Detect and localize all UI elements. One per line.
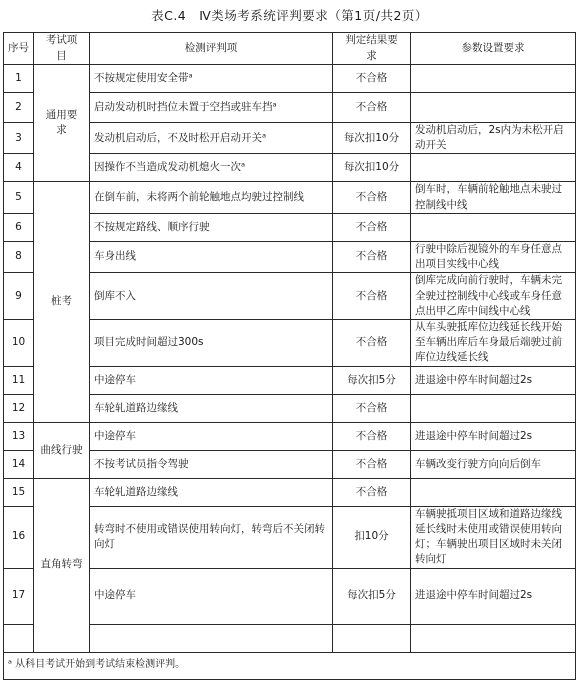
table-row <box>4 366 576 394</box>
footnote: ᵃ 从科目考试开始到考试结束检测评判。 <box>4 652 576 679</box>
row-no <box>4 624 34 652</box>
row-no: 16 <box>4 506 34 568</box>
row-result: 不合格 <box>333 65 411 93</box>
row-param <box>411 65 576 93</box>
row-check: 中途停车 <box>90 366 333 394</box>
table-row <box>4 154 576 182</box>
row-param <box>411 213 576 241</box>
row-check: 启动发动机时挡位未置于空挡或驻车挡ᵃ <box>90 93 333 123</box>
table-row <box>4 422 576 450</box>
table-row <box>4 123 576 154</box>
table-row <box>4 93 576 123</box>
row-no: 6 <box>4 213 34 241</box>
row-check: 中途停车 <box>90 568 333 624</box>
row-result: 不合格 <box>333 319 411 366</box>
row-check: 倒库不入 <box>90 273 333 320</box>
row-param <box>411 478 576 506</box>
row-check: 车身出线 <box>90 241 333 272</box>
row-check: 因操作不当造成发动机熄火一次ᵃ <box>90 154 333 182</box>
row-param: 行驶中除后视镜外的车身任意点出项目实线中心线 <box>411 241 576 272</box>
row-no: 5 <box>4 182 34 213</box>
table-row <box>4 568 576 624</box>
row-param: 倒库完成向前行驶时，车辆未完全驶过控制线中心线或车身任意点出甲乙库中间线中心线 <box>411 273 576 320</box>
row-result: 不合格 <box>333 273 411 320</box>
header-no: 序号 <box>4 33 34 65</box>
row-param <box>411 93 576 123</box>
row-result: 不合格 <box>333 182 411 213</box>
footnote-row <box>4 652 576 679</box>
row-check: 不按规定使用安全带ᵃ <box>90 65 333 93</box>
row-no: 11 <box>4 366 34 394</box>
row-check: 车轮轧道路边缘线 <box>90 394 333 422</box>
header-result: 判定结果要求 <box>333 33 411 65</box>
table-row <box>4 182 576 213</box>
row-check: 发动机启动后，不及时松开启动开关ᵃ <box>90 123 333 154</box>
table-title: 表C.4 Ⅳ类场考系统评判要求（第1页/共2页） <box>151 8 428 23</box>
header-item: 考试项目 <box>34 33 90 65</box>
row-param <box>411 394 576 422</box>
row-no: 13 <box>4 422 34 450</box>
row-result: 不合格 <box>333 422 411 450</box>
row-param: 倒车时，车辆前轮触地点未驶过控制线中线 <box>411 182 576 213</box>
table-row <box>4 450 576 478</box>
row-no: 1 <box>4 65 34 93</box>
row-param: 进退途中停车时间超过2s <box>411 422 576 450</box>
table-row <box>4 65 576 93</box>
row-result: 不合格 <box>333 450 411 478</box>
row-result: 不合格 <box>333 241 411 272</box>
group-right-angle <box>34 478 90 652</box>
row-result: 扣10分 <box>333 506 411 568</box>
row-param: 进退途中停车时间超过2s <box>411 568 576 624</box>
group-label: 直角转弯 <box>40 558 83 571</box>
group-pile <box>34 182 90 422</box>
row-check: 项目完成时间超过300s <box>90 319 333 366</box>
row-result: 不合格 <box>333 93 411 123</box>
row-result: 不合格 <box>333 394 411 422</box>
row-check: 中途停车 <box>90 422 333 450</box>
row-param <box>411 624 576 652</box>
row-result: 每次扣10分 <box>333 123 411 154</box>
row-no: 17 <box>4 568 34 624</box>
evaluation-requirements-table <box>3 32 576 680</box>
row-result <box>333 624 411 652</box>
row-param <box>411 154 576 182</box>
row-check: 转弯时不使用或错误使用转向灯，转弯后不关闭转向灯 <box>90 506 333 568</box>
group-general <box>34 65 90 182</box>
row-no: 8 <box>4 241 34 272</box>
row-result: 每次扣10分 <box>333 154 411 182</box>
table-row <box>4 394 576 422</box>
header-param: 参数设置要求 <box>411 33 576 65</box>
row-result: 每次扣5分 <box>333 366 411 394</box>
row-result: 每次扣5分 <box>333 568 411 624</box>
table-row <box>4 506 576 568</box>
group-label: 桩考 <box>51 295 72 308</box>
row-no: 10 <box>4 319 34 366</box>
row-result: 不合格 <box>333 213 411 241</box>
group-label: 曲线行驶 <box>40 443 83 456</box>
row-no: 12 <box>4 394 34 422</box>
row-result: 不合格 <box>333 478 411 506</box>
row-no: 2 <box>4 93 34 123</box>
row-param: 从车头驶抵库位边线延长线开始至车辆出库后车身最后端驶过前库位边线延长线 <box>411 319 576 366</box>
row-check: 车轮轧道路边缘线 <box>90 478 333 506</box>
table-row <box>4 319 576 366</box>
header-check: 检测评判项 <box>90 33 333 65</box>
row-param: 车辆驶抵项目区域和道路边缘线延长线时未使用或错误使用转向灯；车辆驶出项目区域时未关闭转向灯 <box>411 506 576 568</box>
row-no: 9 <box>4 273 34 320</box>
row-param: 进退途中停车时间超过2s <box>411 366 576 394</box>
row-check <box>90 624 333 652</box>
table-row <box>4 478 576 506</box>
row-check: 不按规定路线、顺序行驶 <box>90 213 333 241</box>
group-label: 通用要求 <box>45 109 78 137</box>
row-no: 15 <box>4 478 34 506</box>
row-no: 4 <box>4 154 34 182</box>
group-curve <box>34 422 90 478</box>
row-check: 不按考试员指令驾驶 <box>90 450 333 478</box>
row-no: 3 <box>4 123 34 154</box>
table-row <box>4 241 576 272</box>
table-row <box>4 213 576 241</box>
row-no: 14 <box>4 450 34 478</box>
row-param: 车辆改变行驶方向向后倒车 <box>411 450 576 478</box>
row-param: 发动机启动后，2s内为未松开启动开关 <box>411 123 576 154</box>
row-check: 在倒车前，未将两个前轮触地点均驶过控制线 <box>90 182 333 213</box>
table-row <box>4 273 576 320</box>
header-row <box>4 33 576 65</box>
table-row <box>4 624 576 652</box>
